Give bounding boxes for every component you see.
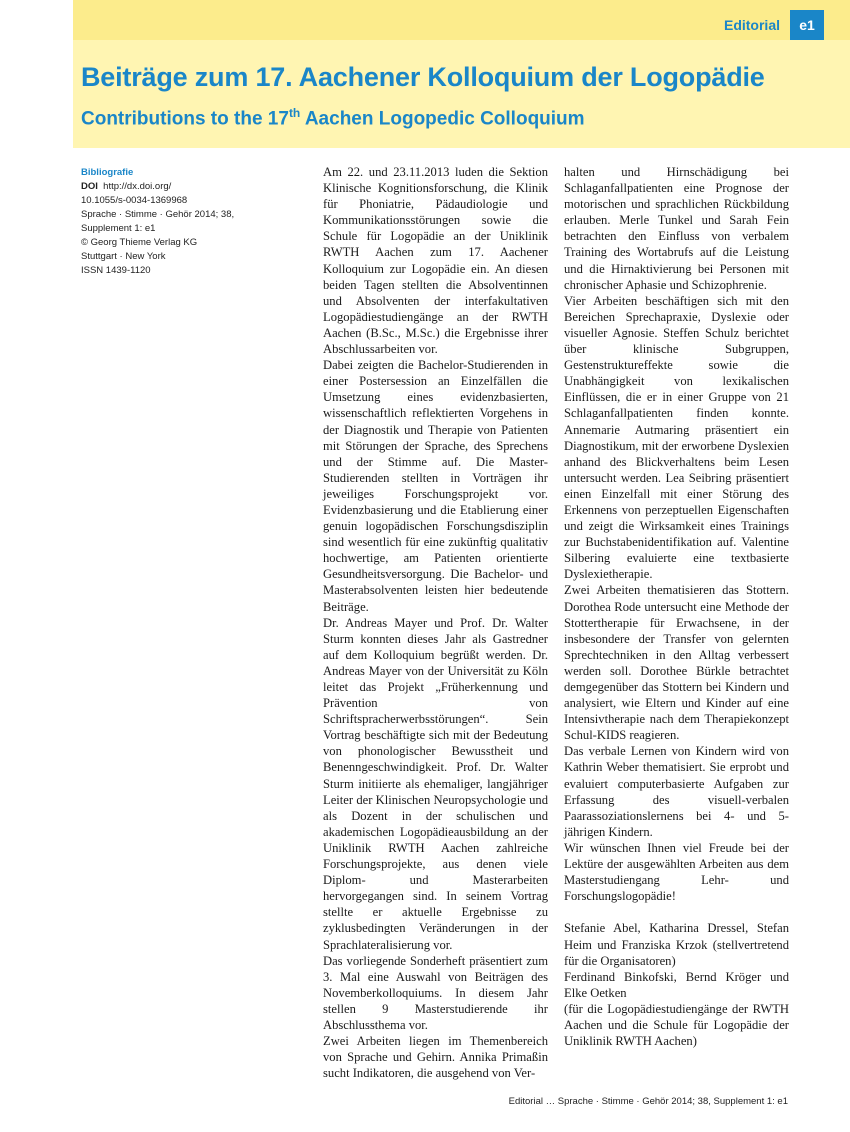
doi-line (81, 180, 281, 194)
title-box (73, 40, 850, 148)
doi-number: 10.1055/s-0034-1369968 (81, 195, 188, 206)
publisher-place: Stuttgart · New York (81, 251, 166, 262)
section-label: Editorial (723, 17, 780, 33)
paragraph: Dabei zeigten die Bachelor-Studierenden in einer Postersession an Einzelfällen die Umsetzung eines evidenzbasierten, wissenschaftlich reflektierten Vorgehens in der Diagnostik und Therapie von Patienten mit Störungen der Sprache, des Sprechens und der Stimme auf. Die Master-Studierenden stellten in Vorträgen ihr jeweiliges Forschungsprojekt vor. Evidenzbasierung und die Etablierung einer genuin logopädischen Forschungsdisziplin sind wesentlich für eine zukünftig qualitativ hochwertige, am Patienten orientierte Gesundheitsversorgung. Die Bachelor- und Masterabsolventen leisten hier bedeutende Beiträge. (323, 358, 548, 614)
subtitle-text-before: Contributions to the 17 (81, 108, 289, 130)
subtitle-superscript: th (288, 106, 301, 120)
signature-organizers: Stefanie Abel, Katharina Dressel, Stefan Heim und Franziska Krzok (stellvertretend für die Organisatoren) (564, 921, 789, 968)
signature-affiliation: (für die Logopädiestudiengänge der RWTH Aachen und die Schule für Logopädie der Uniklinik RWTH Aachen) (564, 1001, 789, 1049)
page-title: Beiträge zum 17. Aachener Kolloquium der Logopädie (81, 62, 765, 92)
body-column-1 (323, 164, 548, 1081)
copyright-line: © Georg Thieme Verlag KG (81, 237, 198, 248)
supplement-info: Supplement 1: e1 (81, 223, 156, 234)
paragraph: Das verbale Lernen von Kindern wird von Kathrin Weber thematisiert. Sie erprobt und evaluiert computerbasierte Aufgaben zur Erfassung des visuell-verbalen Paarassoziationslernens bei 4- und 5-jährigen Kindern. (564, 744, 789, 839)
paragraph: Wir wünschen Ihnen viel Freude bei der Lektüre der ausgewählten Arbeiten aus dem Masterstudiengang Lehr- und Forschungslogopädie! (564, 840, 789, 904)
journal-citation: Sprache · Stimme · Gehör 2014; 38, (81, 209, 235, 220)
doi-url: http://dx.doi.org/ (103, 181, 172, 192)
page-number-tag: e1 (790, 10, 824, 40)
paragraph: Dr. Andreas Mayer und Prof. Dr. Walter Sturm konnten dieses Jahr als Gastredner auf dem Kolloquium begrüßt werden. Dr. Andreas Mayer von der Universität zu Köln leitet das Projekt „Früherkennung und Prävention von Schriftspracherwerbsstörungen“. Sein Vortrag beschäftigte sich mit der Bedeutung von phonologischer Bewusstheit und Benenngeschwindigkeit. Prof. Dr. Walter Sturm initiierte als ehemaliger, langjähriger Leiter der Klinischen Neuropsychologie und als Dozent in der schulischen und akademischen Logopädieausbildung an der Uniklinik RWTH Aachen zahlreiche Forschungsprojekte, aus denen viele Diplom- und Masterarbeiten hervorgegangen sind. In seinem Vortrag stellte er aktuelle Ergebnisse zu zyklusbedingten Veränderungen in der Sprachlateralisierung vor. (323, 615, 548, 952)
page-subtitle (81, 106, 585, 130)
paragraph: Das vorliegende Sonderheft präsentiert zum 3. Mal eine Auswahl von Beiträgen des Novemberkolloquiums. In diesem Jahr stellen 9 Masterstudierende ihr Abschlussthema vor. (323, 953, 548, 1032)
spacer (564, 904, 789, 920)
issn-line: ISSN 1439-1120 (81, 265, 151, 276)
paragraph: halten und Hirnschädigung bei Schlaganfallpatienten eine Prognose der motorischen und sprachlichen Rückbildung erlauben. Merle Tunkel und Sarah Fein betrachten den Einfluss von verbalem Training des Wortabrufs auf die Leistung und die Hirnaktivierung bei Personen mit chronischer Aphasie und Schizophrenie. (564, 165, 789, 292)
subtitle-text-after: Aachen Logopedic Colloquium (300, 108, 585, 130)
doi-label: DOI (81, 181, 98, 192)
paragraph: Zwei Arbeiten liegen im Themenbereich von Sprache und Gehirn. Annika Primaßin sucht Indikatoren, die ausgehend von Ver- (323, 1034, 548, 1081)
signature-heads: Ferdinand Binkofski, Bernd Kröger und Elke Oetken (564, 969, 789, 1000)
bibliography-heading: Bibliografie (81, 167, 134, 178)
running-footer: Editorial … Sprache · Stimme · Gehör 2014; 38, Supplement 1: e1 (508, 1096, 788, 1107)
paragraph: Am 22. und 23.11.2013 luden die Sektion Klinische Kognitionsforschung, die Klinik für Phoniatrie, Pädaudiologie und Kommunikationsstörungen sowie die Schule für Logopädie an der Uniklinik RWTH Aachen zum 17. Aachener Kolloquium zur Logopädie ein. An diesen beiden Tagen stellten die Absolventinnen und Absolventen der interfakultativen Logopädiestudiengänge an der RWTH Aachen (B.Sc., M.Sc.) die Ergebnisse ihrer Abschlussarbeiten vor. (323, 165, 548, 357)
paragraph: Vier Arbeiten beschäftigen sich mit den Bereichen Sprechapraxie, Dyslexie oder visueller Agnosie. Steffen Schulz berichtet über klinische Subgruppen, Gestenstruktureffekte sowie die Unabhängigkeit von lexikalischen Einflüssen, die er in einer Gruppe von 21 Schlaganfallpatienten finden konnte. Annemarie Autmaring präsentiert ein Diagnostikum, mit der erworbene Dyslexien anhand des Blickverhaltens beim Lesen untersucht werden. Lea Seibring präsentiert einen Einzelfall mit einer Störung des Erkennens von perzeptuellen Eigenschaften und zeigt die Wirksamkeit eines Trainings zur Buchstabenidentifikation auf. Valentine Silbering evaluierte eine textbasierte Dyslexietherapie. (564, 293, 789, 582)
body-column-2 (564, 164, 789, 1049)
paragraph: Zwei Arbeiten thematisieren das Stottern. Dorothea Rode untersucht eine Methode der Stottertherapie für Erwachsene, in der insbesondere der Transfer von gelernten Sprechtechniken in den Alltag verbessert werden soll. Dorothee Bürkle betrachtet demgegenüber das Stottern bei Kindern und analysiert, wie Eltern und Kinder auf eine Intensivtherapie nach dem Therapiekonzept Schul-KIDS reagieren. (564, 583, 789, 743)
bibliography-block (81, 166, 281, 278)
